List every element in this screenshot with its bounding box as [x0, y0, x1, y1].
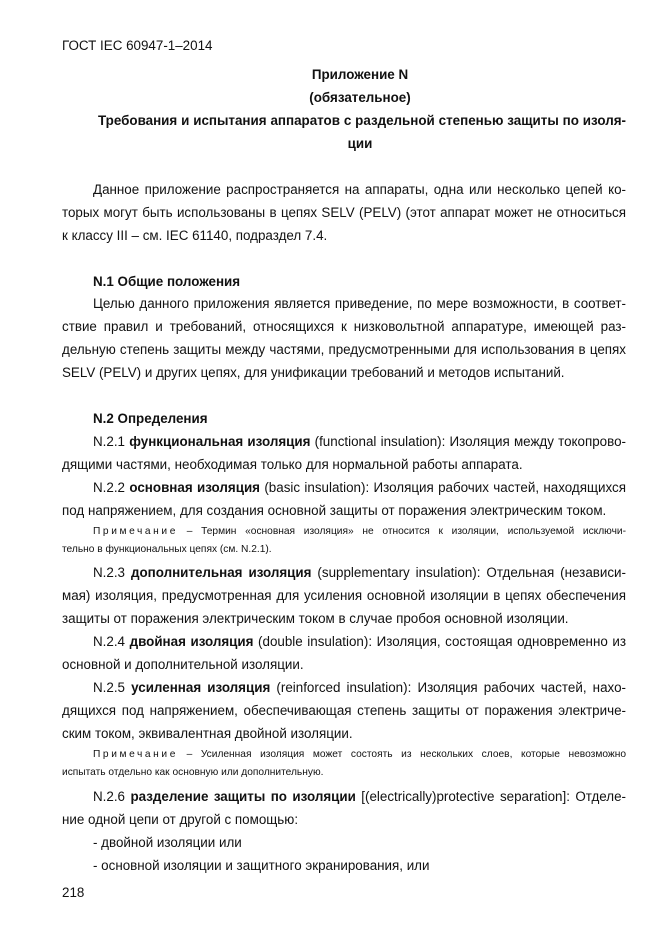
section-n1-heading: N.1 Общие положения: [93, 274, 241, 289]
annex-heading-line-2: ции: [347, 136, 373, 151]
definition-text: (basic insulation): Изоляция рабочих частей, находящихся: [260, 480, 626, 495]
definition-n2-1: [93, 434, 626, 450]
note-text: – Термин «основная изоляция» не относится к изоляции, используемой исключи-: [177, 526, 626, 537]
n1-line-2: ствие правил и требований, относящихся к низковольтной аппаратуре, имеющей раз-: [62, 319, 626, 334]
definition-n2-5: [93, 680, 626, 696]
section-n2-heading: N.2 Определения: [93, 411, 208, 426]
definition-term: основная изоляция: [129, 480, 260, 495]
intro-line-2: торых могут быть использованы в цепях SELV (PELV) (этот аппарат может не относиться: [62, 205, 626, 220]
definition-term: усиленная изоляция: [131, 680, 271, 695]
note-label: Примечание: [93, 749, 178, 760]
definition-number: N.2.4: [93, 634, 130, 649]
definition-number: N.2.3: [93, 565, 131, 580]
definition-term: разделение защиты по изоляции: [130, 789, 356, 804]
definition-n2-5-line-2: дящихся под напряжением, обеспечивающая степень защиты от поражения электриче-: [62, 703, 626, 718]
note-1: [93, 525, 626, 538]
definition-text: (reinforced insulation): Изоляция рабочих частей, нахо-: [270, 680, 626, 695]
note-text: – Усиленная изоляция может состоять из нескольких слоев, которые невозможно: [177, 749, 626, 760]
definition-n2-4: [93, 634, 626, 650]
definition-n2-6-line-2: ние одной цепи от другой с помощью:: [62, 812, 299, 827]
definition-number: N.2.1: [93, 434, 130, 449]
annex-heading-line-1: Требования и испытания аппаратов с раздельной степенью защиты по изоля-: [98, 113, 626, 128]
annex-title: Приложение N: [311, 67, 409, 82]
definition-n2-3-line-2: мая) изоляция, предусмотренная для усиления основной изоляции в цепях обеспечения: [62, 588, 626, 603]
definition-n2-2-line-2: под напряжением, для создания основной защиты от поражения электрическим током.: [62, 503, 607, 518]
definition-text: (supplementary insulation): Отдельная (независи-: [311, 565, 626, 580]
annex-status: (обязательное): [309, 90, 411, 105]
definition-n2-1-line-2: дящими частями, необходимая только для нормальной работы аппарата.: [62, 457, 523, 472]
list-item: - основной изоляции и защитного экранирования, или: [93, 858, 430, 873]
definition-text: (functional insulation): Изоляция между токопрово-: [310, 434, 626, 449]
intro-line-1: Данное приложение распространяется на аппараты, одна или несколько цепей ко-: [93, 182, 626, 197]
n1-line-3: дельную степень защиты между частями, предусмотренными для использования в цепях: [62, 342, 626, 357]
definition-text: (double insulation): Изоляция, состоящая одновременно из: [253, 634, 626, 649]
definition-term: функциональная изоляция: [129, 434, 311, 449]
definition-n2-3-line-3: защиты от поражения электрическим током в случае пробоя основной изоляции.: [62, 611, 569, 626]
n1-line-4: SELV (PELV) и других цепях, для унификации требований и методов испытаний.: [62, 365, 565, 380]
definition-n2-6: [93, 789, 626, 805]
definition-n2-2: [93, 480, 626, 496]
note-label: Примечание: [93, 526, 178, 537]
note-1-line-2: тельно в функциональных цепях (см. N.2.1).: [62, 544, 272, 555]
definition-number: N.2.2: [93, 480, 130, 495]
definition-number: N.2.6: [93, 789, 131, 804]
definition-term: дополнительная изоляция: [130, 565, 312, 580]
document-id: ГОСТ IEC 60947-1–2014: [62, 38, 213, 53]
definition-n2-3: [93, 565, 626, 581]
note-2-line-2: испытать отдельно как основную или дополнительную.: [62, 767, 324, 778]
definition-n2-4-line-2: основной и дополнительной изоляции.: [62, 657, 304, 672]
intro-line-3: к классу III – см. IEC 61140, подраздел 7.4.: [62, 228, 328, 243]
definition-n2-5-line-3: ским током, эквивалентная двойной изоляции.: [62, 726, 353, 741]
definition-number: N.2.5: [93, 680, 132, 695]
list-item: - двойной изоляции или: [93, 835, 242, 850]
definition-term: двойная изоляция: [129, 634, 254, 649]
page-number: 218: [62, 885, 85, 900]
definition-text: [(electrically)protective separation]: Отделе-: [355, 789, 626, 804]
note-2: [93, 748, 626, 761]
n1-line-1: Целью данного приложения является приведение, по мере возможности, в соответ-: [93, 296, 626, 311]
